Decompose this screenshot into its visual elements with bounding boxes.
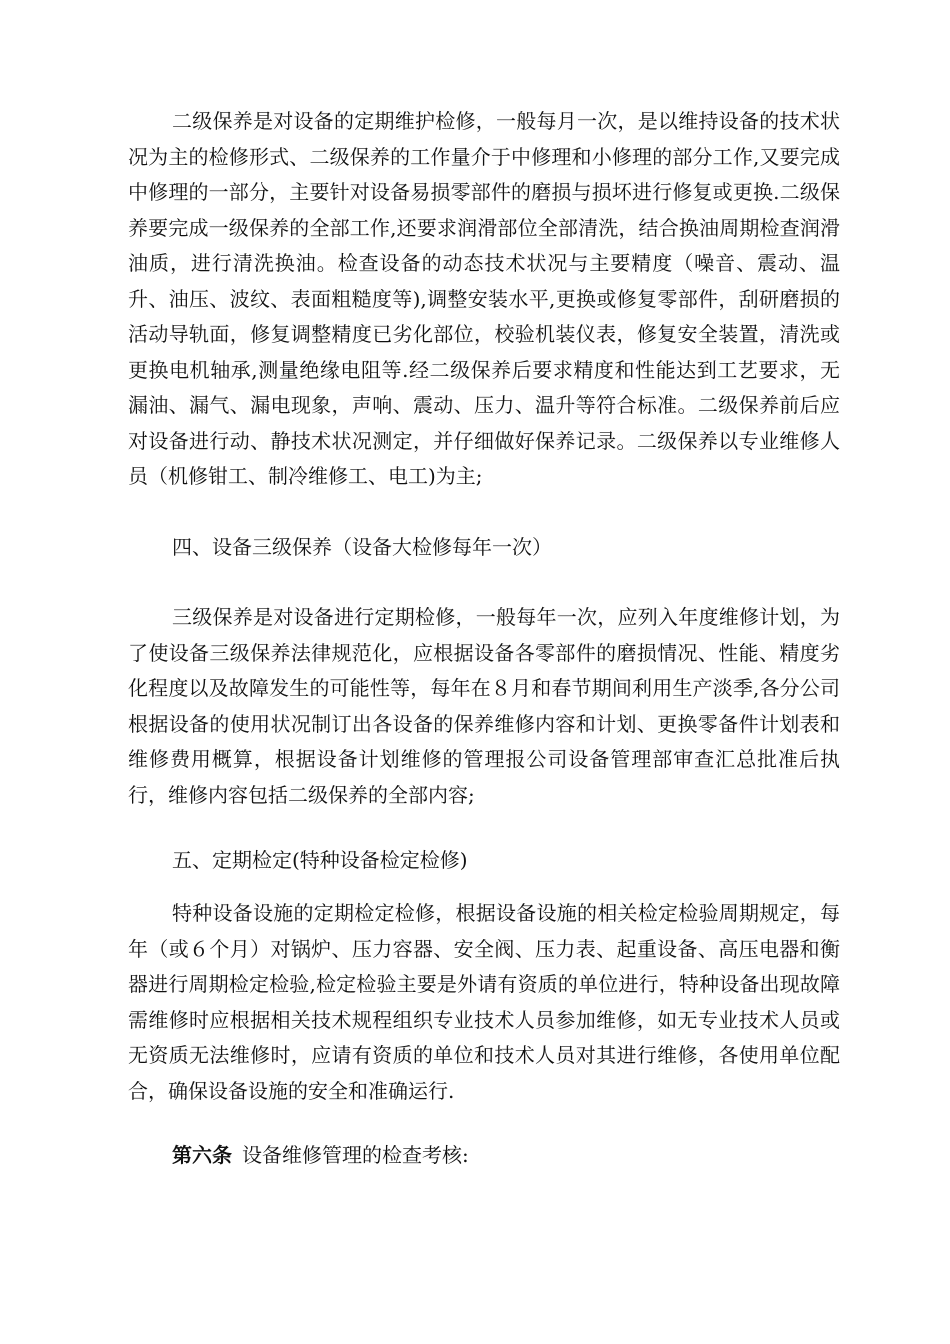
article-6-heading — [128, 1138, 840, 1174]
section-heading-periodic-inspection: 五、定期检定(特种设备检定检修) — [172, 848, 468, 872]
section-heading-level3-maintenance: 四、设备三级保养（设备大检修每年一次） — [172, 535, 552, 559]
paragraph-periodic-inspection: 特种设备设施的定期检定检修，根据设备设施的相关检定检验周期规定，每年（或６个月）对锅炉、压力容器、安全阀、压力表、起重设备、高压电器和衡器进行周期检定检验,检定检验主要是外请有资质的单位进行，特种设备出现故障需维修时应根据相关技术规程组织专业技术人员参加维修，如无专业技术人员或无资质无法维修时，应请有资质的单位和技术人员对其进行维修，各使用单位配合，确保设备设施的安全和准确运行. — [128, 901, 840, 1103]
article-6-number: 第六条 — [172, 1143, 232, 1167]
paragraph-level3-maintenance: 三级保养是对设备进行定期检修，一般每年一次，应列入年度维修计划，为了使设备三级保养法律规范化，应根据设备各零部件的磨损情况、性能、精度劣化程度以及故障发生的可能性等，每年在８月和春节期间利用生产淡季,各分公司根据设备的使用状况制订出各设备的保养维修内容和计划、更换零备件计划表和维修费用概算，根据设备计划维修的管理报公司设备管理部审查汇总批准后执行，维修内容包括二级保养的全部内容; — [128, 605, 840, 807]
article-6-title: 设备维修管理的检查考核: — [242, 1143, 469, 1167]
paragraph-level2-maintenance: 二级保养是对设备的定期维护检修，一般每月一次，是以维持设备的技术状况为主的检修形式、二级保养的工作量介于中修理和小修理的部分工作,又要完成中修理的一部分，主要针对设备易损零部件的磨损与损坏进行修复或更换.二级保养要完成一级保养的全部工作,还要求润滑部位全部清洗，结合换油周期检查润滑油质，进行清洗换油。检查设备的动态技术状况与主要精度（噪音、震动、温升、油压、波纹、表面粗糙度等),调整安装水平,更换或修复零部件，刮研磨损的活动导轨面，修复调整精度已劣化部位，校验机装仪表，修复安全装置，清洗或更换电机轴承,测量绝缘电阻等.经二级保养后要求精度和性能达到工艺要求，无漏油、漏气、漏电现象，声响、震动、压力、温升等符合标准。二级保养前后应对设备进行动、静技术状况测定，并仔细做好保养记录。二级保养以专业维修人员（机修钳工、制冷维修工、电工)为主; — [128, 109, 840, 488]
